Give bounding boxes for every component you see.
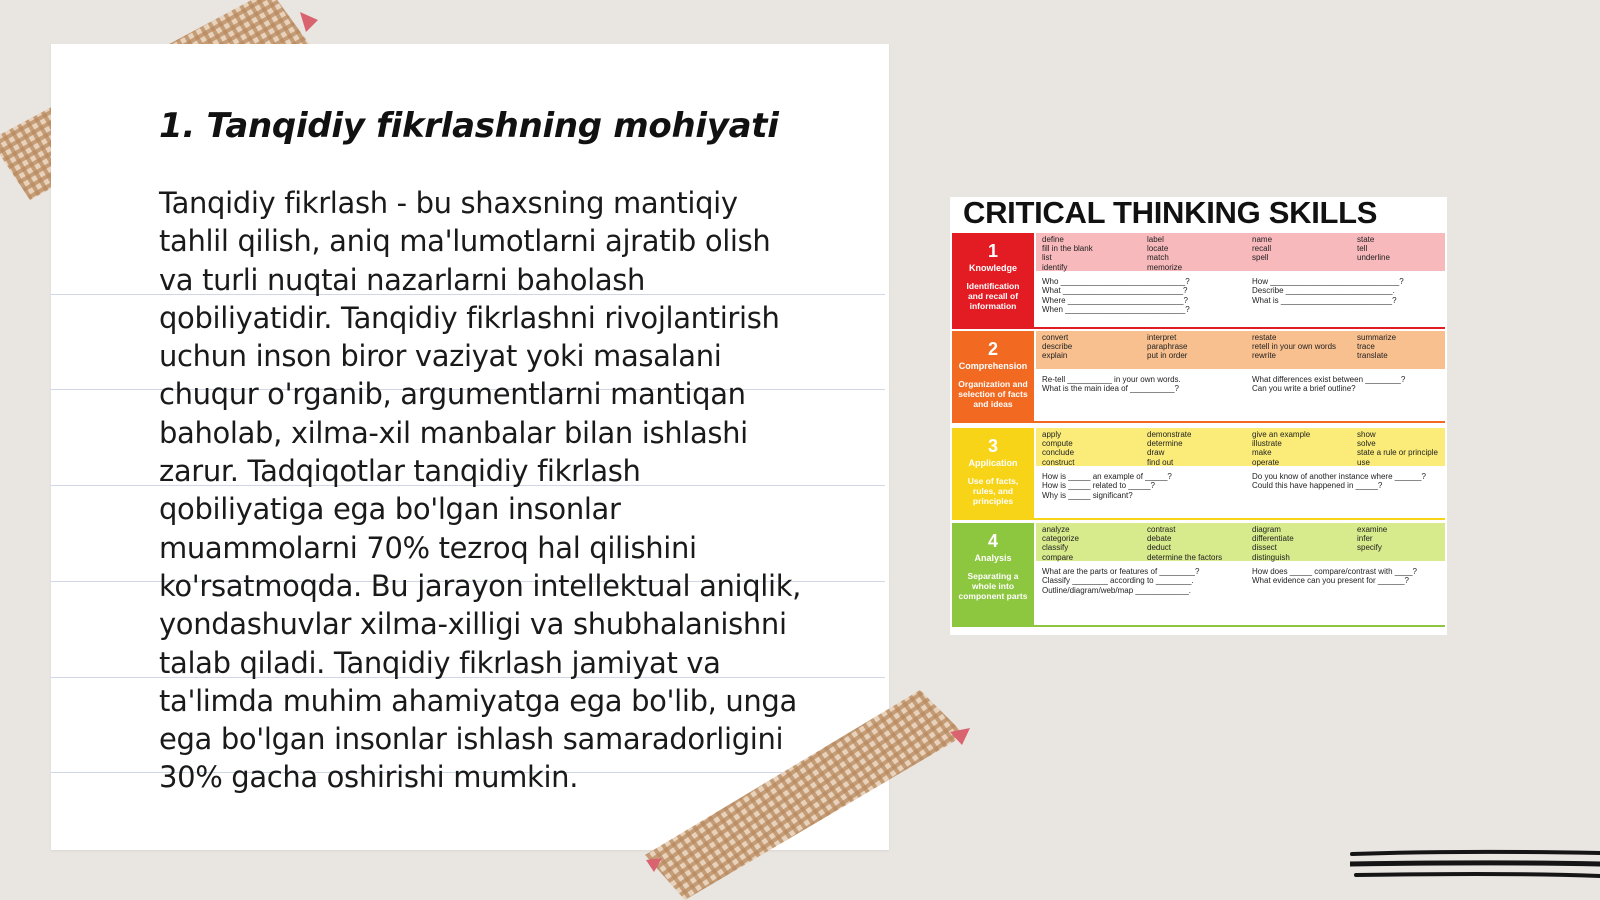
verb-column	[1252, 235, 1356, 263]
level-name: Analysis	[974, 553, 1012, 563]
verb-item: label	[1147, 235, 1164, 244]
verb-item: differentiate	[1252, 534, 1294, 544]
verb-item: determine	[1147, 439, 1183, 449]
verb-column	[1357, 333, 1447, 361]
paragraph-line: muammolarni 70% tezroq hal qilishini	[159, 530, 697, 565]
level-label-block	[952, 233, 1034, 329]
verb-item: restate	[1252, 333, 1277, 342]
level-number: 1	[987, 241, 998, 261]
verb-item: use	[1357, 457, 1370, 467]
question-column	[1042, 472, 1242, 500]
verb-item: construct	[1042, 457, 1075, 467]
verb-item: compute	[1042, 439, 1073, 449]
verb-column	[1252, 430, 1356, 467]
paragraph-line: 30% gacha oshirishi mumkin.	[159, 760, 579, 795]
verb-item: identify	[1042, 262, 1068, 272]
verb-item: tell	[1357, 244, 1368, 254]
question-item: What evidence can you present for ______?	[1252, 576, 1409, 586]
level-description: Identification and recall of information	[966, 281, 1020, 311]
verb-item: classify	[1042, 543, 1069, 553]
verb-item: deduct	[1147, 543, 1172, 553]
verb-item: draw	[1147, 448, 1165, 458]
question-item: Can you write a brief outline?	[1252, 384, 1356, 394]
slide-title: 1. Tanqidiy fikrlashning mohiyati	[159, 106, 779, 146]
question-item: What is _________________________?	[1252, 295, 1397, 305]
question-item: How _____________________________?	[1252, 277, 1404, 286]
question-item: What differences exist between ________?	[1252, 375, 1406, 384]
verb-item: fill in the blank	[1042, 244, 1093, 254]
level-verbs	[1036, 428, 1445, 466]
level-name: Knowledge	[968, 263, 1017, 273]
verb-item: retell in your own words	[1252, 342, 1337, 352]
level-label-block	[952, 331, 1034, 423]
question-item: What are the parts or features of ________?	[1042, 567, 1200, 576]
verb-column	[1357, 525, 1447, 553]
question-column	[1252, 567, 1447, 586]
question-item: When ___________________________?	[1042, 305, 1190, 315]
verb-item: define	[1042, 235, 1064, 244]
paragraph-line: talab qiladi. Tanqidiy fikrlash jamiyat va	[159, 645, 721, 680]
question-item: Who ____________________________?	[1042, 277, 1190, 286]
question-item: What is the main idea of __________?	[1042, 384, 1179, 394]
verb-item: show	[1357, 430, 1376, 439]
verb-column	[1357, 430, 1447, 467]
question-column	[1252, 472, 1447, 491]
verb-column	[1147, 333, 1251, 361]
verb-item: give an example	[1252, 430, 1311, 439]
level-label-block	[952, 428, 1034, 520]
verb-column	[1042, 333, 1146, 361]
verb-column	[1147, 430, 1251, 467]
verb-item: infer	[1357, 534, 1373, 544]
verb-item: locate	[1147, 244, 1169, 254]
verb-item: specify	[1357, 543, 1382, 553]
verb-column	[1147, 525, 1251, 562]
verb-item: operate	[1252, 457, 1280, 467]
infographic-title: CRITICAL THINKING SKILLS	[963, 197, 1378, 230]
verb-item: recall	[1252, 244, 1272, 254]
verb-item: explain	[1042, 351, 1068, 361]
verb-item: solve	[1357, 439, 1376, 449]
question-column	[1042, 567, 1242, 595]
verb-item: name	[1252, 235, 1273, 244]
verb-item: spell	[1252, 253, 1269, 263]
paragraph-line: tahlil qilish, aniq ma'lumotlarni ajratib olish	[159, 224, 771, 259]
paragraph-line: Tanqidiy fikrlash - bu shaxsning mantiqiy	[159, 186, 738, 220]
level-name: Application	[968, 458, 1018, 468]
verb-item: illustrate	[1252, 439, 1282, 449]
level-divider	[1034, 625, 1445, 627]
verb-item: conclude	[1042, 448, 1075, 458]
level-name: Comprehension	[958, 361, 1028, 371]
verb-item: memorize	[1147, 262, 1183, 272]
question-item: Where __________________________?	[1042, 295, 1188, 305]
paragraph-line: ta'limda muhim ahamiyatga ega bo'lib, unga	[159, 683, 797, 718]
level-number: 3	[987, 436, 998, 456]
decorative-strokes	[1350, 848, 1600, 892]
question-item: Could this have happened in _____?	[1252, 481, 1383, 491]
verb-column	[1042, 235, 1146, 272]
verb-item: categorize	[1042, 534, 1079, 544]
question-item: Why is _____ significant?	[1042, 490, 1133, 500]
level-verbs	[1036, 523, 1445, 561]
question-item: How is _____ an example of _____?	[1042, 472, 1172, 481]
verb-column	[1252, 333, 1356, 361]
level-description: Separating a whole into component parts	[958, 571, 1028, 601]
verb-item: put in order	[1147, 351, 1188, 361]
verb-item: diagram	[1252, 525, 1281, 534]
question-column	[1042, 277, 1242, 315]
question-item: Describe ________________________.	[1252, 286, 1395, 296]
level-label-block	[952, 523, 1034, 627]
level-description: Organization and selection of facts and ideas	[958, 379, 1028, 409]
verb-column	[1042, 430, 1146, 467]
skill-level-2	[952, 331, 1445, 423]
verb-item: distinguish	[1252, 552, 1290, 562]
level-number: 2	[987, 339, 998, 359]
verb-item: debate	[1147, 534, 1172, 544]
question-item: How does _____ compare/contrast with ____?	[1252, 567, 1417, 576]
question-item: What ___________________________?	[1042, 286, 1188, 296]
question-item: Do you know of another instance where ______?	[1252, 472, 1426, 481]
verb-item: paraphrase	[1147, 342, 1188, 352]
paragraph-line: chuqur o'rganib, argumentlarni mantiqan	[159, 377, 746, 412]
verb-item: rewrite	[1252, 351, 1277, 361]
paragraph-line: qobiliyatidir. Tanqidiy fikrlashni rivojlantirish	[159, 300, 780, 335]
level-verbs	[1036, 331, 1445, 369]
verb-item: determine the factors	[1147, 552, 1223, 562]
paragraph-line: va turli nuqtai nazarlarni baholash	[159, 262, 646, 297]
question-column	[1042, 375, 1242, 394]
question-item: Outline/diagram/web/map ____________.	[1042, 585, 1191, 595]
paragraph-line: baholab, xilma-xil manbalar bilan ishlashi	[159, 415, 748, 450]
paragraph-line: ko'rsatmoqda. Bu jarayon intellektual aniqlik,	[159, 568, 802, 603]
verb-item: state	[1357, 235, 1375, 244]
level-number: 4	[987, 531, 998, 551]
question-item: Classify ________ according to ________.	[1042, 576, 1194, 586]
level-divider	[1034, 327, 1445, 329]
skill-level-4	[952, 523, 1445, 627]
verb-item: interpret	[1147, 333, 1177, 342]
verb-item: state a rule or principle	[1357, 448, 1438, 458]
verb-column	[1042, 525, 1146, 562]
paragraph-line: ega bo'lgan insonlar ishlash samaradorligini	[159, 722, 784, 757]
verb-item: make	[1252, 448, 1272, 458]
verb-item: analyze	[1042, 525, 1070, 534]
verb-item: underline	[1357, 253, 1390, 263]
paragraph-line: yondashuvlar xilma-xilligi va shubhalanishni	[159, 607, 787, 642]
verb-item: demonstrate	[1147, 430, 1192, 439]
verb-item: trace	[1357, 342, 1375, 352]
critical-thinking-infographic	[950, 197, 1447, 635]
level-divider	[1034, 518, 1445, 520]
paragraph-line: zarur. Tadqiqotlar tanqidiy fikrlash	[159, 454, 641, 489]
verb-column	[1252, 525, 1356, 562]
paragraph-line: uchun inson biror vaziyat yoki masalani	[159, 339, 722, 374]
level-description: Use of facts, rules, and principles	[967, 476, 1019, 506]
verb-column	[1147, 235, 1251, 272]
verb-item: contrast	[1147, 525, 1176, 534]
verb-item: examine	[1357, 525, 1388, 534]
verb-item: list	[1042, 253, 1052, 263]
verb-item: describe	[1042, 342, 1073, 352]
question-item: How is _____ related to _____?	[1042, 481, 1155, 491]
tape-decoration-bottom	[640, 690, 1000, 900]
skill-level-3	[952, 428, 1445, 520]
verb-item: compare	[1042, 552, 1074, 562]
verb-item: summarize	[1357, 333, 1397, 342]
verb-item: translate	[1357, 351, 1388, 361]
question-column	[1252, 277, 1447, 305]
verb-item: find out	[1147, 457, 1174, 467]
verb-item: dissect	[1252, 543, 1277, 553]
level-divider	[1034, 421, 1445, 423]
verb-column	[1357, 235, 1447, 263]
skill-level-1	[952, 233, 1445, 329]
verb-item: match	[1147, 253, 1169, 263]
verb-item: convert	[1042, 333, 1069, 342]
paragraph-line: qobiliyatiga ega bo'lgan insonlar	[159, 492, 621, 527]
question-item: Re-tell __________ in your own words.	[1042, 375, 1181, 384]
level-verbs	[1036, 233, 1445, 271]
question-column	[1252, 375, 1447, 394]
verb-item: apply	[1042, 430, 1062, 439]
